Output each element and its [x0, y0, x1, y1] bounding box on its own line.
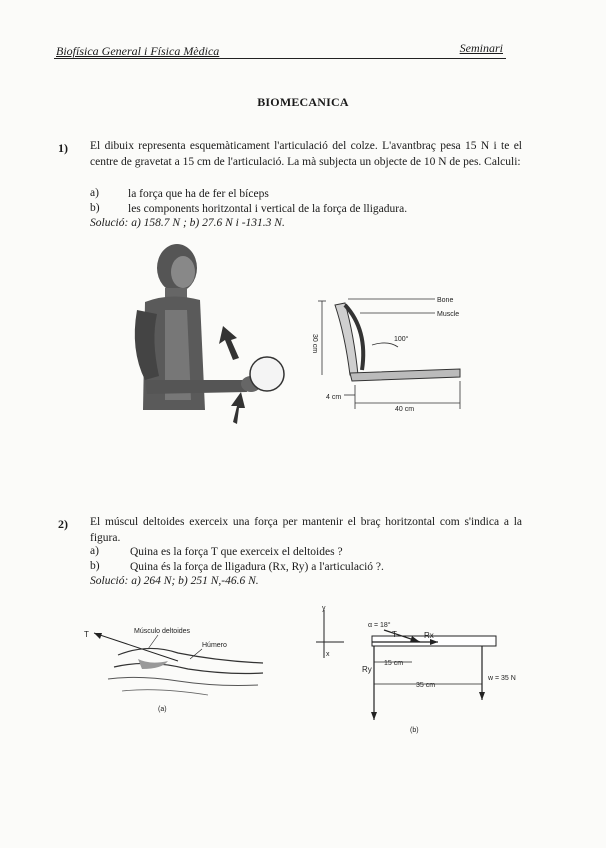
q1-item-b: les components horitzontal i vertical de la força de lligadura. — [128, 203, 408, 215]
rx-label: Rx — [424, 631, 434, 640]
q2-number: 2) — [58, 517, 68, 531]
alpha-label: α = 18° — [368, 622, 391, 629]
dim-15cm-label: 15 cm — [384, 660, 404, 667]
deltoid-illustration — [78, 615, 268, 715]
bone-label: Bone — [437, 297, 454, 304]
q2-item-b-marker: b) — [90, 560, 100, 572]
q2-item-a-marker: a) — [90, 545, 99, 557]
q1-text: El dibuix representa esquemàticament l'articulació del colze. L'avantbraç pesa 15 N i te el centre de gravetat a 15 cm de l'articulació. La mà subjecta un objecte de 10 N de pes. Calculi: — [90, 140, 522, 168]
t-label: T — [392, 630, 397, 639]
muscle-label: Muscle — [437, 311, 460, 318]
deltoid-muscle-label: Músculo deltoides — [134, 628, 191, 635]
header-course: Biofísica General i Física Mèdica — [56, 44, 220, 58]
humerus-label: Húmero — [202, 642, 227, 649]
q2-text: El múscul deltoides exerceix una força per mantenir el braç horitzontal com s'indica a la figura. — [90, 516, 522, 544]
t-force-label: T — [84, 630, 89, 639]
angle-label: 100° — [394, 336, 409, 343]
figure-b-caption: (b) — [410, 727, 419, 734]
arm-illustration — [125, 240, 295, 430]
header-seminar: Seminari — [459, 41, 503, 55]
q1-item-a-marker: a) — [90, 187, 99, 199]
q1-item-a: la força que ha de fer el bíceps — [128, 188, 269, 200]
ry-label: Ry — [362, 665, 372, 674]
q2-item-a: Quina es la força T que exerceix el deltoides ? — [130, 546, 343, 558]
q1-solution: Solució: a) 158.7 N ; b) 27.6 N i -131.3 N. — [90, 217, 285, 229]
force-diagram — [312, 600, 542, 745]
x-axis-label: x — [326, 651, 330, 658]
y-axis-label: y — [322, 605, 326, 612]
page-title: BIOMECANICA — [257, 95, 349, 109]
height-label: 30 cm — [311, 334, 318, 354]
q2-item-b: Quina és la força de lligadura (Rx, Ry) a l'articulació ?. — [130, 561, 384, 573]
elbow-diagram — [310, 285, 480, 420]
header-rule — [54, 58, 506, 59]
length-label: 40 cm — [395, 406, 415, 413]
q1-item-b-marker: b) — [90, 202, 100, 214]
dim-35cm-label: 35 cm — [416, 682, 436, 689]
weight-label: w = 35 N — [488, 675, 516, 682]
small-dim-label: 4 cm — [326, 394, 342, 401]
q2-solution: Solució: a) 264 N; b) 251 N,-46.6 N. — [90, 575, 259, 587]
q1-number: 1) — [58, 141, 68, 155]
figure-a-caption: (a) — [158, 706, 167, 713]
